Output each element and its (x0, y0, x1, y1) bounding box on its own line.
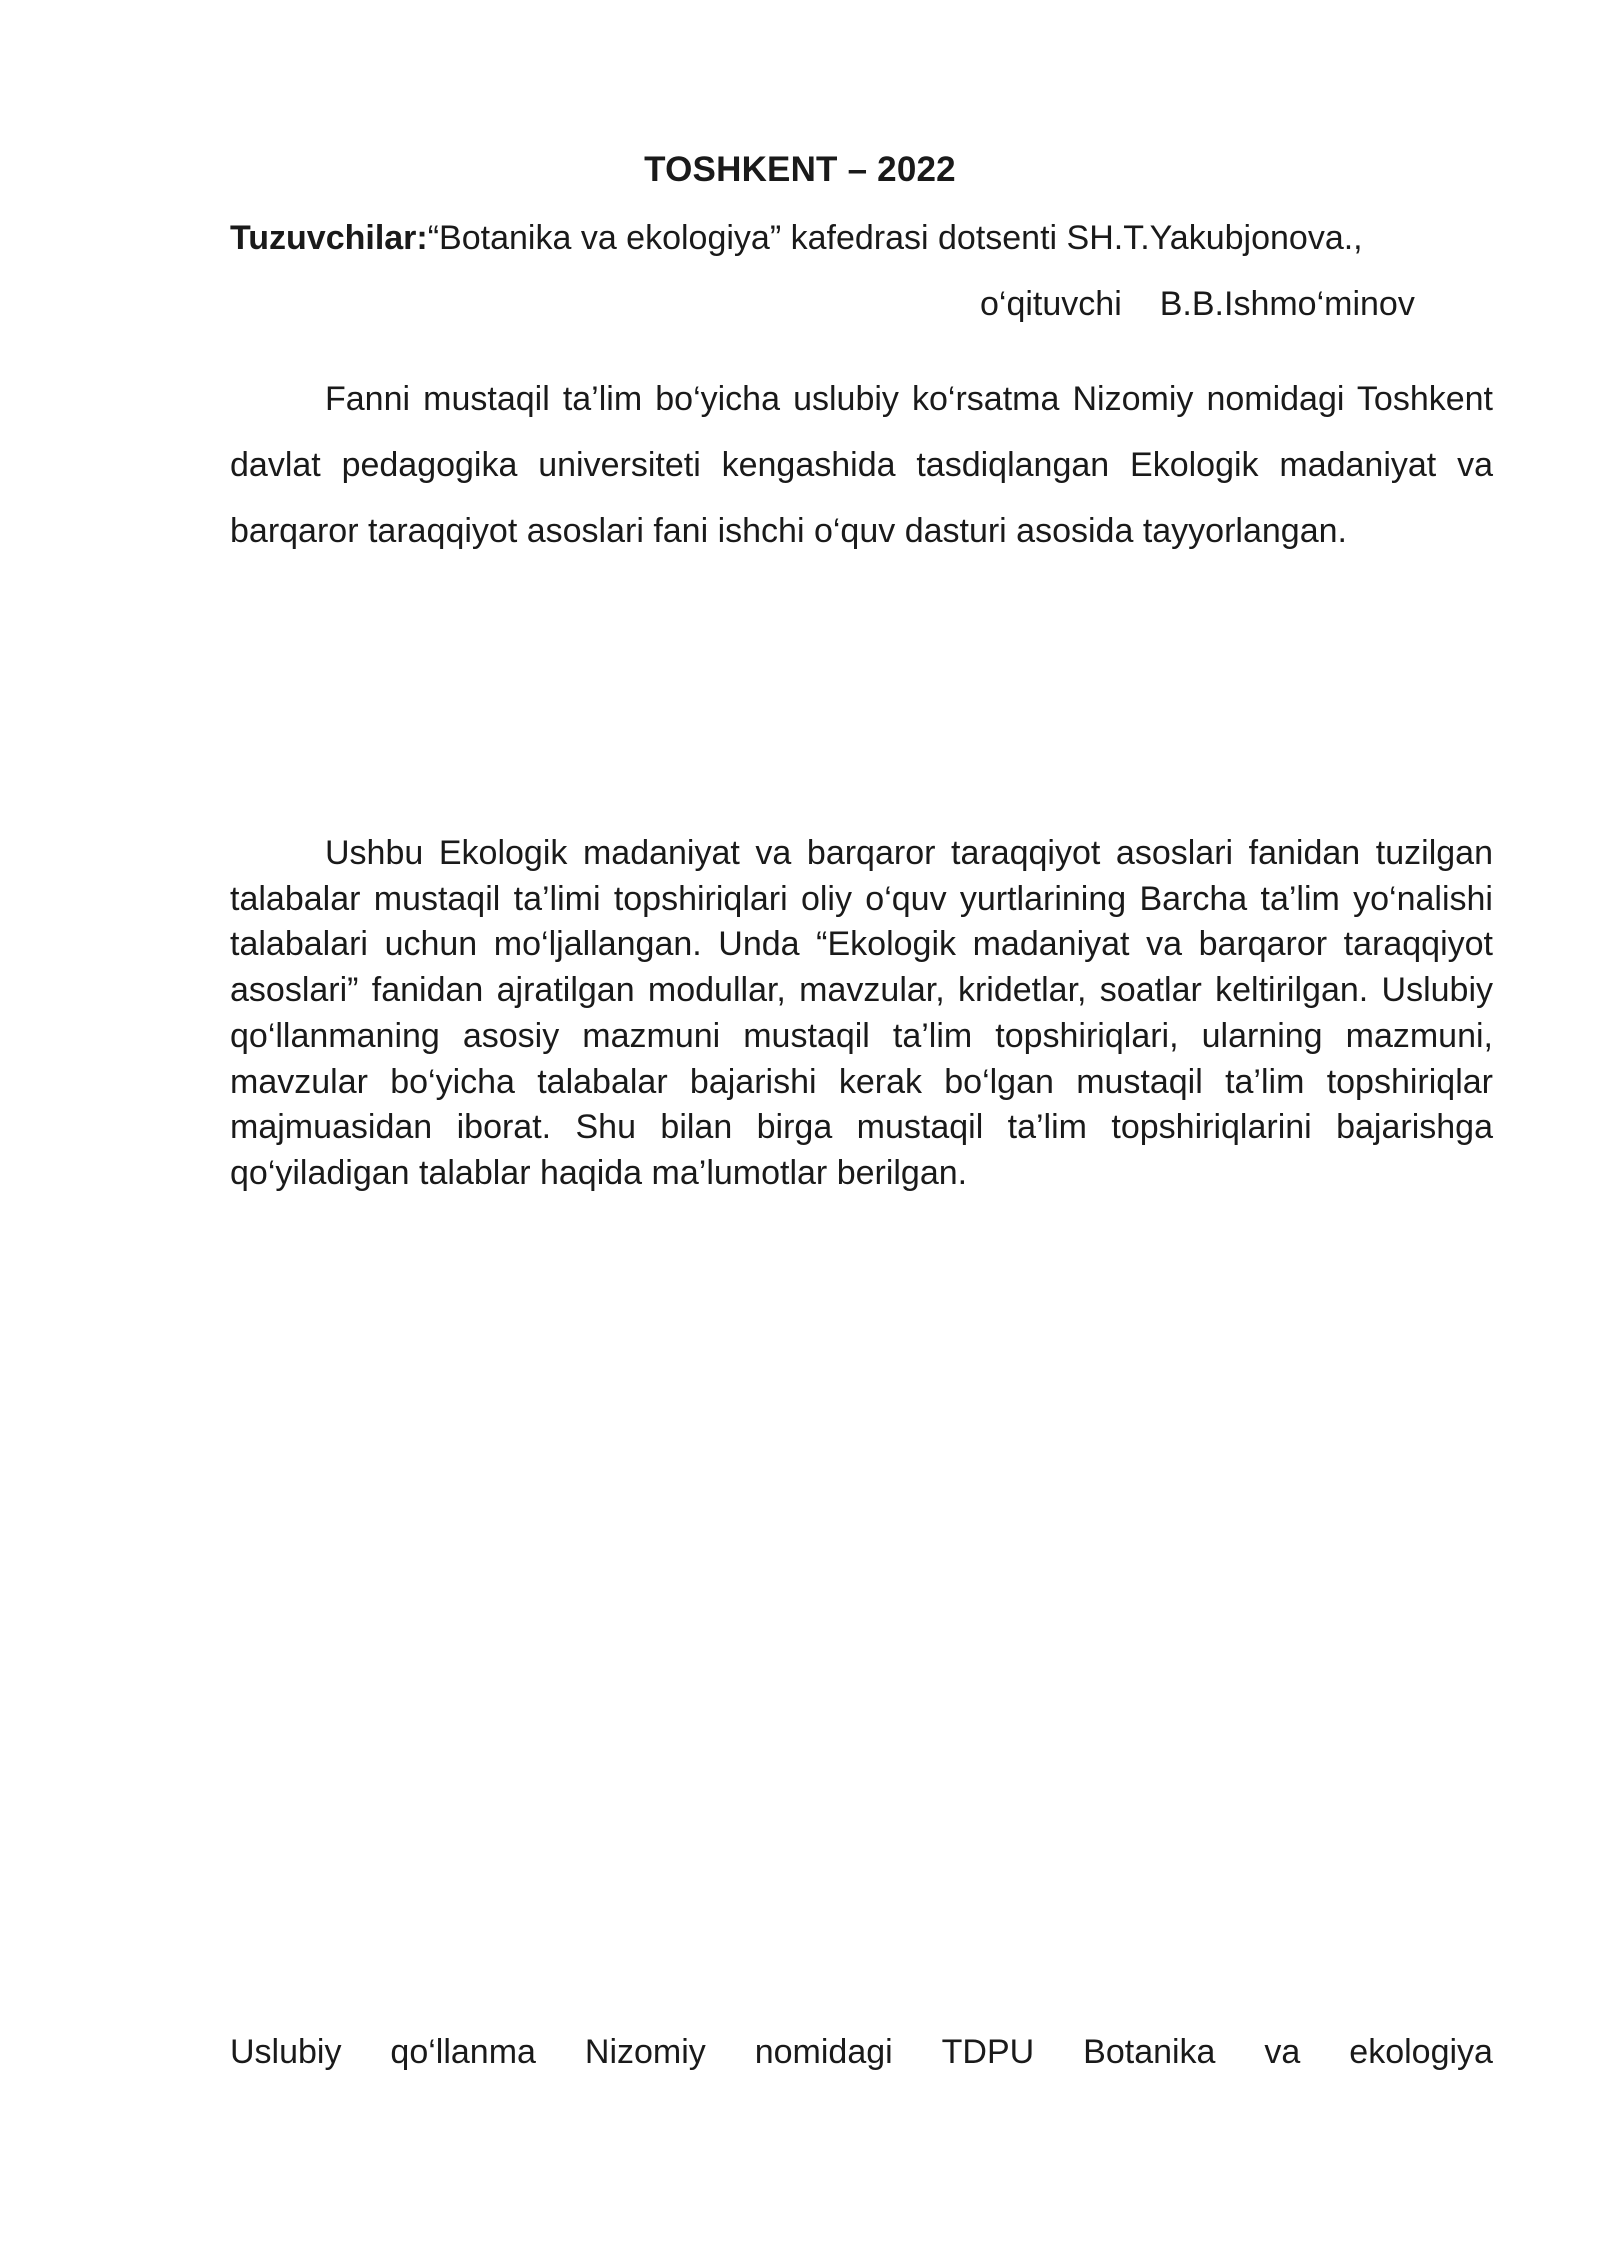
footer-word: nomidagi (754, 2033, 893, 2071)
approval-paragraph: Fanni mustaqil ta’lim bo‘yicha uslubiy ko‘rsatma Nizomiy nomidagi Toshkent davlat pedagogika universiteti kengashida tasdiqlangan Ekologik madaniyat va barqaror taraqqiyot asoslari fani ishchi o‘quv dasturi asosida tayyorlangan. (230, 380, 1493, 550)
description-paragraph: Ushbu Ekologik madaniyat va barqaror taraqqiyot asoslari fanidan tuzilgan talabalar mustaqil ta’limi topshiriqlari oliy o‘quv yurtlarining Barcha ta’lim yo‘nalishi talabalari uchun mo‘ljallangan. Unda “Ekologik madaniyat va barqaror taraqqiyot asoslari” fanidan ajratilgan modullar, mavzular, kridetlar, soatlar keltirilgan. Uslubiy qo‘llanmaning asosiy mazmuni mustaqil ta’lim topshiriqlari, ularning mazmuni, mavzular bo‘yicha talabalar bajarishi kerak bo‘lgan mustaqil ta’lim topshiriqlar majmuasidan iborat. Shu bilan birga mustaqil ta’lim topshiriqlarini bajarishga qo‘yiladigan talablar haqida ma’lumotlar berilgan. (230, 834, 1493, 1192)
footer-word: va (1264, 2033, 1301, 2071)
composers-label: Tuzuvchilar: (230, 219, 428, 257)
composers-line (230, 219, 1363, 258)
composer-second-name: B.B.Ishmo‘minov (1159, 285, 1415, 323)
footer-word: ekologiya (1349, 2033, 1493, 2071)
footer-word: Nizomiy (584, 2033, 706, 2071)
footer-word: TDPU (941, 2033, 1035, 2071)
city-year-heading: TOSHKENT – 2022 (644, 150, 956, 189)
footer-word: qo‘llanma (390, 2033, 536, 2071)
footer-line (230, 2033, 1493, 2072)
composer-second-role: o‘qituvchi (980, 285, 1122, 323)
composer-second-line (980, 285, 1415, 324)
composer-first: “Botanika va ekologiya” kafedrasi dotsenti SH.T.Yakubjonova., (427, 219, 1363, 257)
footer-word: Uslubiy (230, 2033, 342, 2071)
footer-word: Botanika (1083, 2033, 1216, 2071)
